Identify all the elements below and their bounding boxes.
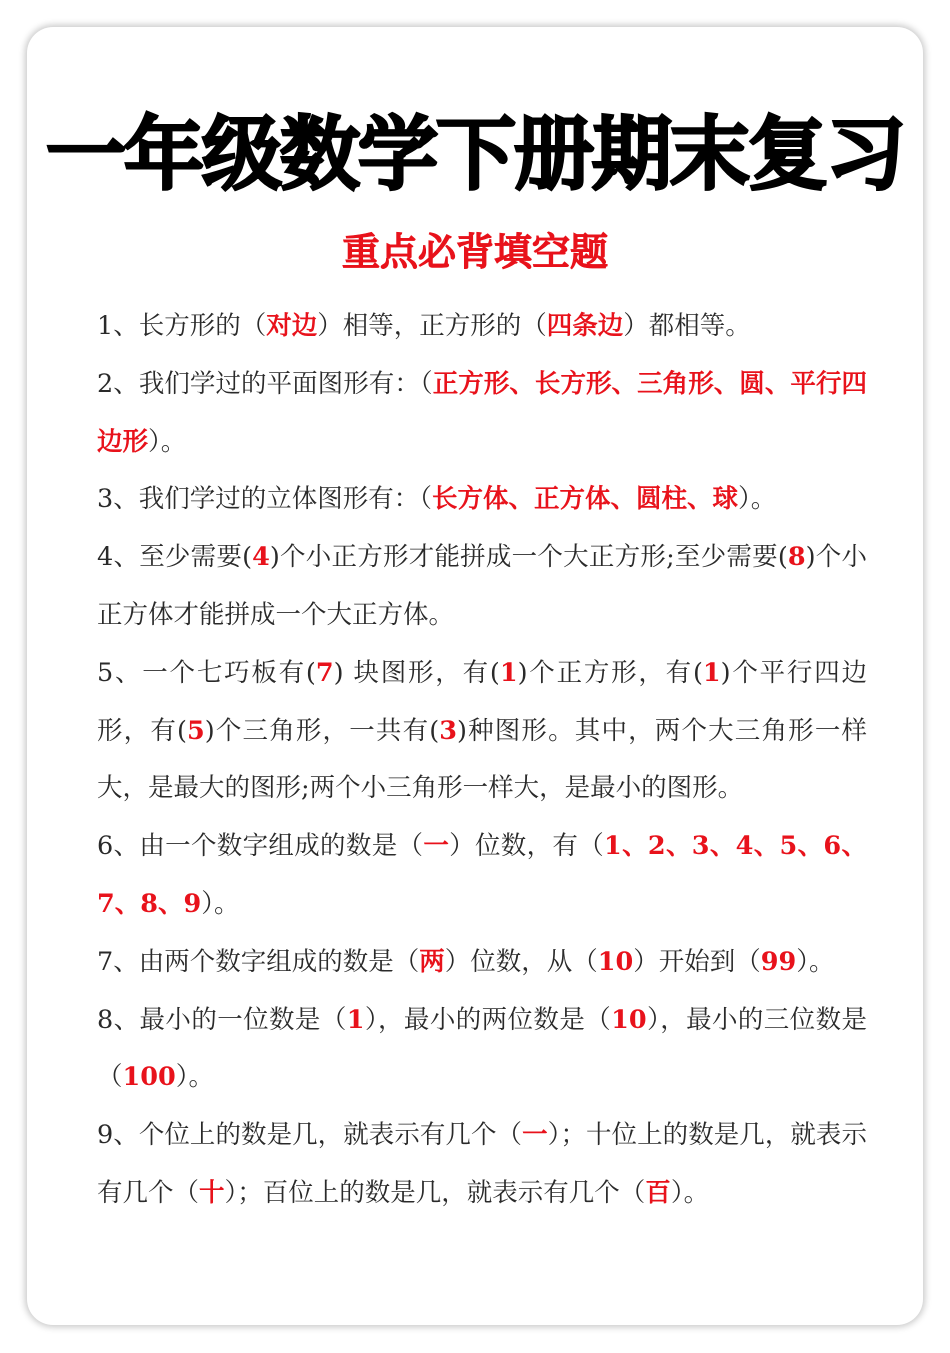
- question-text: )个三角形，一共有(: [204, 715, 440, 746]
- question-text: )个小正方体才能拼成一个大正方体。: [97, 542, 867, 630]
- answer-text: 正方形、长方形、三角形、圆、平行四边形: [97, 368, 867, 457]
- answer-text: 1: [499, 657, 518, 688]
- answer-text: 100: [122, 1062, 176, 1093]
- answer-text: 10: [611, 1004, 647, 1035]
- answer-text: 99: [760, 946, 797, 977]
- question-text: 2、我们学过的平面图形有：（: [97, 368, 433, 399]
- answer-text: 四条边: [546, 311, 624, 341]
- question-list: [97, 298, 867, 1223]
- answer-text: 对边: [266, 311, 318, 341]
- answer-text: 一: [522, 1120, 548, 1151]
- question-text: ）。: [148, 426, 187, 457]
- question-text: 1、长方形的（: [97, 311, 267, 341]
- page-title: 一年级数学下册期末复习: [46, 108, 904, 201]
- answer-text: 百: [645, 1177, 671, 1208]
- question-item: [97, 529, 867, 645]
- question-text: ）。: [738, 484, 777, 515]
- question-item: [97, 356, 867, 472]
- review-sheet: [27, 27, 923, 1325]
- question-text: ），最小的两位数是（: [364, 1004, 612, 1035]
- answer-text: 十: [199, 1177, 225, 1208]
- question-text: ）都相等。: [623, 311, 751, 341]
- question-item: [97, 992, 867, 1108]
- question-text: ）。: [670, 1177, 710, 1208]
- question-text: 9、个位上的数是几，就表示有几个（: [97, 1120, 523, 1151]
- answer-text: 1、2、3、4、5、6、7、8、9: [97, 831, 867, 919]
- question-text: 7、由两个数字组成的数是（: [97, 946, 420, 977]
- question-text: ）开始到（: [633, 946, 761, 977]
- answer-text: 7: [315, 657, 334, 688]
- question-text: ），最小的三位数是（: [97, 1004, 867, 1093]
- answer-text: 1: [346, 1004, 365, 1035]
- question-text: 5、一个七巧板有(: [97, 657, 316, 688]
- answer-text: 长方体、正方体、圆柱、球: [431, 484, 738, 515]
- question-item: [97, 1107, 867, 1223]
- question-item: [97, 818, 867, 934]
- question-text: 3、我们学过的立体图形有：（: [97, 484, 432, 515]
- question-text: ) 块图形，有(: [333, 657, 500, 688]
- question-item: [97, 934, 867, 992]
- answer-text: 3: [439, 715, 457, 746]
- question-text: 4、至少需要(: [97, 542, 253, 573]
- page-subtitle: 重点必背填空题: [341, 229, 608, 274]
- question-text: )个正方形，有(: [517, 657, 703, 688]
- question-text: ）。: [175, 1062, 215, 1093]
- question-text: ）。: [796, 946, 835, 977]
- question-text: 8、最小的一位数是（: [97, 1004, 347, 1035]
- question-text: )个小正方形才能拼成一个大正方形;至少需要(: [269, 542, 788, 573]
- question-text: ）。: [201, 888, 240, 919]
- answer-text: 5: [186, 715, 205, 746]
- question-item: [97, 298, 867, 356]
- question-item: [97, 645, 867, 818]
- answer-text: 10: [597, 946, 634, 977]
- answer-text: 两: [419, 946, 445, 977]
- question-text: )种图形。其中，两个大三角形一样大，是最大的图形;两个小三角形一样大，是最小的图形。: [97, 715, 868, 804]
- answer-text: 8: [787, 542, 806, 573]
- question-text: 6、由一个数字组成的数是（: [97, 831, 424, 862]
- question-text: ）相等，正方形的（: [317, 311, 547, 341]
- question-text: ）；百位上的数是几，就表示有几个（: [224, 1177, 646, 1208]
- answer-text: 一: [423, 831, 450, 862]
- question-item: [97, 471, 867, 529]
- question-text: ）位数，从（: [444, 946, 598, 977]
- question-text: ）；十位上的数是几，就表示有几个（: [97, 1120, 867, 1208]
- question-text: ）位数，有（: [449, 831, 605, 862]
- question-text: )个平行四边形，有(: [97, 657, 867, 746]
- answer-text: 4: [252, 542, 270, 573]
- answer-text: 1: [702, 657, 721, 688]
